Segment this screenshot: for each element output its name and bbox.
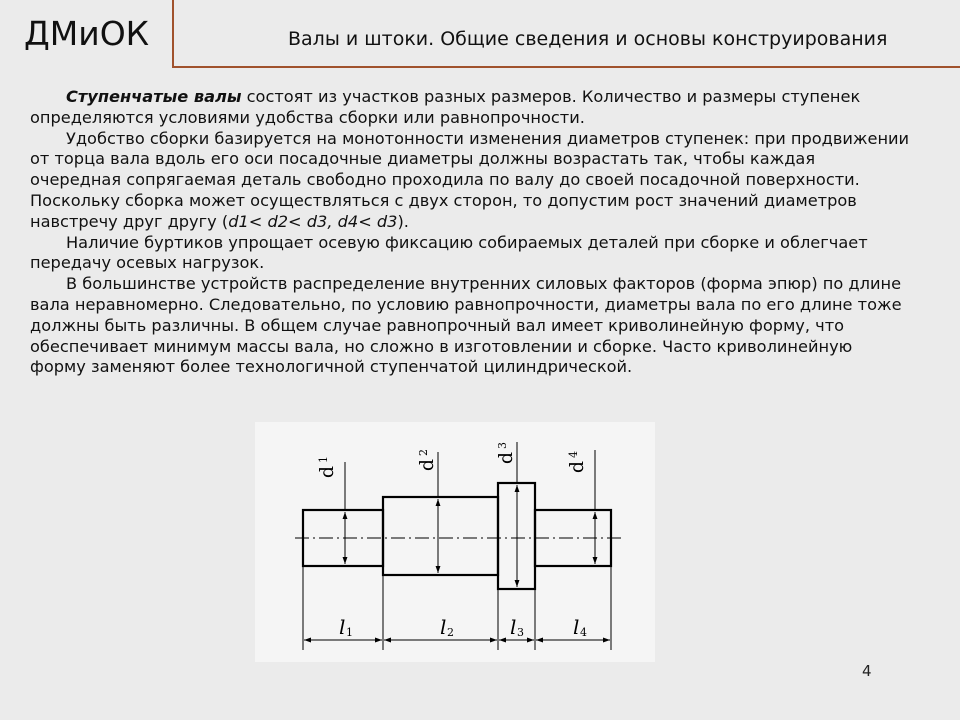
slide-body (30, 87, 910, 378)
d2-symbol: d (416, 458, 438, 472)
l4-label (573, 615, 587, 639)
stepped-shaft-diagram (255, 422, 655, 662)
diameter-formula: d1< d2< d3, d4< d3 (228, 211, 398, 231)
l4-subscript: 4 (580, 626, 587, 639)
d4-symbol: d (566, 460, 588, 474)
paragraph-stepped-shafts (30, 87, 910, 129)
d4-subscript: 4 (567, 451, 580, 458)
d3-subscript: 3 (496, 442, 509, 449)
paragraph-collars: Наличие буртиков упрощает осевую фиксацию собираемых деталей при сборке и облегчает передачу осевых нагрузок. (30, 232, 868, 273)
l3-subscript: 3 (517, 626, 524, 639)
d2-subscript: 2 (417, 449, 430, 456)
l2-label (440, 615, 454, 639)
brand-logo-text: ДМиОК (24, 14, 150, 53)
d4-label (566, 451, 588, 473)
page-number: 4 (862, 662, 872, 680)
l3-label (510, 615, 524, 639)
d3-label (495, 442, 517, 464)
paragraph-2-text: Удобство сборки базируется на монотонности изменения диаметров ступенек: при продвижении от торца вала вдоль его оси посадочные диаметры должны возрастать так, чтобы каждая очередная сопрягаемая деталь свободно проходила по валу до своей посадочной поверхности. Поскольку сборка может осуществляться с двух сторон, то допустим рост значений диаметров навстречу друг другу ( (30, 128, 910, 231)
header-divider-vertical (172, 0, 174, 68)
l1-subscript: 1 (346, 626, 353, 639)
d1-subscript: 1 (317, 456, 330, 463)
paragraph-equal-strength: В большинстве устройств распределение внутренних силовых факторов (форма эпюр) по длине вала неравномерно. Следовательно, по условию равнопрочности, диаметры вала по его длине тоже должны быть различны. В общем случае равнопрочный вал имеет криволинейную форму, что обеспечивает минимум массы вала, но сложно в изготовлении и сборке. Часто криволинейную форму заменяют более технологичной ступенчатой цилиндрической. (30, 274, 902, 377)
d3-symbol: d (495, 451, 517, 465)
paragraph-1-text: состоят из участков разных размеров. Количество и размеры ступенек определяются условиями удобства сборки или равнопрочности. (30, 87, 861, 127)
l3-symbol: l (510, 615, 517, 639)
header-divider-horizontal (172, 66, 960, 68)
l4-symbol: l (573, 615, 580, 639)
term-stepped-shafts: Ступенчатые валы (66, 87, 242, 106)
paragraph-assembly (30, 129, 910, 233)
shaft-drawing (255, 422, 655, 662)
slide-header (0, 0, 960, 80)
l2-symbol: l (440, 615, 447, 639)
l1-label (339, 615, 353, 639)
l2-subscript: 2 (447, 626, 454, 639)
d2-label (416, 449, 438, 471)
paragraph-2-end: ). (397, 211, 409, 231)
d1-symbol: d (316, 465, 338, 479)
d1-label (316, 456, 338, 478)
l1-symbol: l (339, 615, 346, 639)
shaft-section-2 (383, 497, 498, 575)
slide-title: Валы и штоки. Общие сведения и основы конструирования (288, 28, 888, 50)
